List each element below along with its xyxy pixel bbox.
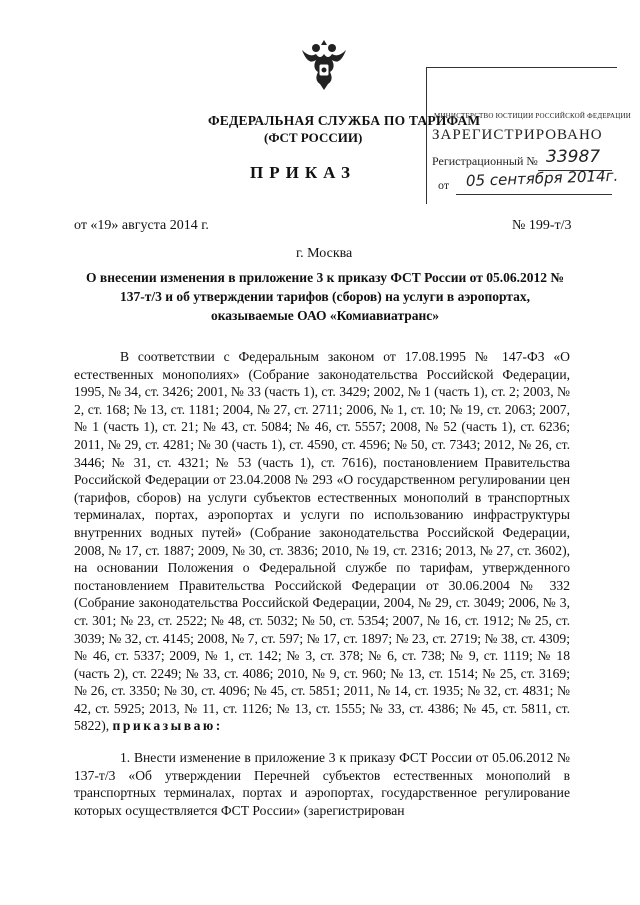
order-title: О внесении изменения в приложение 3 к приказу ФСТ России от 05.06.2012 № 137-т/3 и об утверждении тарифов (сборов) на услуги в аэропортах, оказываемые ОАО «Комиавиатранс»: [86, 270, 564, 323]
document-kind: ПРИКАЗ: [250, 163, 356, 182]
item-1-paragraph: 1. Внести изменение в приложение 3 к приказу ФСТ России от 05.06.2012 № 137-т/3 «Об утверждении Перечней субъектов естественных монополий в транспортных терминалах, портах и аэропортах, государственное регулирование которых осуществляется ФСТ России» (зарегистрирован: [74, 750, 570, 818]
stamp-reg-number-label: Регистрационный №: [432, 154, 538, 168]
order-word: приказываю:: [112, 718, 223, 734]
city: г. Москва: [296, 246, 353, 261]
stamp-registered-label: ЗАРЕГИСТРИРОВАНО: [432, 127, 603, 143]
stamp-date-label: от: [438, 178, 450, 192]
order-body: [74, 348, 570, 819]
stamp-reg-number: 33987: [546, 147, 601, 167]
coat-of-arms-emblem: [298, 36, 350, 94]
stamp-header: МИНИСТЕРСТВО ЮСТИЦИИ РОССИЙСКОЙ ФЕДЕРАЦИИ: [434, 112, 631, 120]
order-number: № 199-т/3: [512, 218, 572, 233]
order-date: от «19» августа 2014 г.: [74, 218, 209, 233]
agency-short-name: (ФСТ РОССИИ): [264, 130, 363, 145]
preamble-paragraph: [74, 348, 570, 735]
stamp-date: 05 сентября 2014г.: [465, 166, 619, 190]
preamble-text: В соответствии с Федеральным законом от 17.08.1995 № 147-ФЗ «О естественных монополиях» (Собрание законодательства Российской Федерации, 1995, № 34, ст. 3426; 2001, № 33 (часть 1), ст. 3429; 2002, № 1 (часть 1), ст. 2; 2003, № 2, ст. 168; № 13, ст. 1181; 2004, № 27, ст. 2711; 2006, № 1, ст. 10; № 19, ст. 2063; 2007, № 1 (часть 1), ст. 21; № 43, ст. 5084; № 46, ст. 5557; 2008, № 52 (часть 1), ст. 6236; 2011, № 29, ст. 4281; № 30 (часть 1), ст. 4590, ст. 4596; № 50, ст. 7343; 2012, № 26, ст. 3446; № 31, ст. 4321; № 53 (часть 1), ст. 7616), постановлением Правительства Российской Федерации от 23.04.2008 № 293 «О государственном регулировании цен (тарифов, сборов) на услуги субъектов естественных монополий в транспортных терминалах, портах, аэропортах и услуги по использованию инфраструктуры внутренних водных путей» (Собрание законодательства Российской Федерации, 2008, № 17, ст. 1887; 2009, № 30, ст. 3836; 2010, № 19, ст. 2316; 2013, № 27, ст. 3602), на основании Положения о Федеральной службе по тарифам, утвержденного постановлением Правительства Российской Федерации от 30.06.2004 № 332 (Собрание законодательства Российской Федерации, 2004, № 29, ст. 3049; 2006, № 3, ст. 301; № 23, ст. 2522; № 48, ст. 5032; № 50, ст. 5354; 2007, № 16, ст. 1912; № 25, ст. 3039; № 32, ст. 4145; 2008, № 7, ст. 597; № 17, ст. 1897; № 23, ст. 2719; № 38, ст. 4309; № 46, ст. 5337; 2009, № 1, ст. 142; № 3, ст. 378; № 6, ст. 738; № 9, ст. 1119; № 18 (часть 2), ст. 2249; № 33, ст. 4086; 2010, № 9, ст. 960; № 13, ст. 1514; № 25, ст. 3169; № 26, ст. 3350; № 30, ст. 4096; № 45, ст. 5851; 2011, № 14, ст. 1935; № 32, ст. 4831; № 42, ст. 5925; 2013, № 11, ст. 1126; № 13, ст. 1555; № 33, ст. 4386; № 45, ст. 5811, ст. 5822),: [74, 349, 570, 734]
agency-name: ФЕДЕРАЛЬНАЯ СЛУЖБА ПО ТАРИФАМ: [208, 113, 481, 128]
stamp-date-underline: [456, 194, 612, 195]
